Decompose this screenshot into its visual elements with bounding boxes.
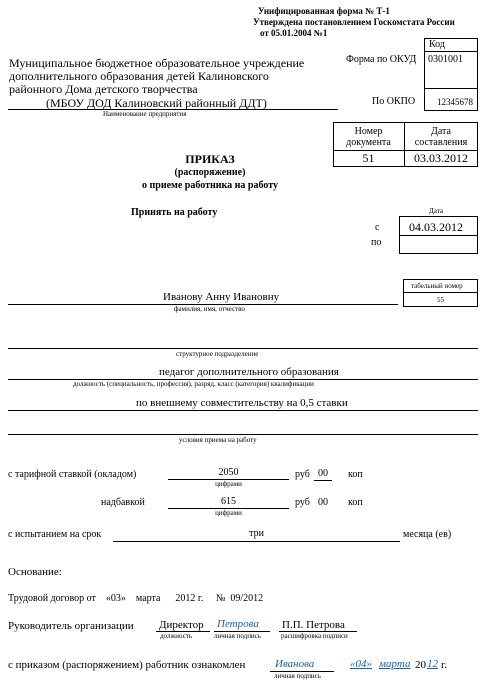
ack-day: «04» — [350, 658, 372, 670]
tabnum-label: табельный номер — [411, 282, 463, 290]
hire-label: Принять на работу — [131, 207, 218, 218]
title-line-2: (распоряжение) — [174, 167, 246, 178]
approved-date: от 05.01.2004 №1 — [260, 28, 328, 38]
head-name: П.П. Петрова — [282, 619, 345, 631]
ack-signature: Иванова — [275, 658, 315, 670]
probation-suffix: месяца (ев) — [403, 529, 452, 540]
tariff-value: 2050 — [218, 467, 239, 478]
doc-num-header-2: документа — [346, 137, 391, 148]
org-line-1: Муниципальное бюджетное образовательное учреждение — [9, 56, 305, 70]
head-label: Руководитель организации — [8, 620, 134, 632]
tariff-kop-value: 00 — [318, 468, 328, 479]
okud-label: Форма по ОКУД — [346, 54, 417, 65]
head-cap-position: должность — [160, 632, 193, 640]
name-caption: фамилия, имя, отчество — [174, 305, 245, 313]
okpo-value: 12345678 — [437, 97, 473, 107]
bonus-kop: коп — [348, 497, 363, 508]
ack-year-suffix: г. — [441, 659, 448, 671]
bonus-kop-value: 00 — [318, 497, 328, 508]
form-name: Унифицированная форма № Т-1 — [258, 6, 390, 16]
conditions-caption: условия приема на работу — [179, 436, 257, 444]
dept-caption: структурное подразделение — [176, 350, 259, 358]
head-cap-signature: личная подпись — [214, 632, 261, 640]
probation-value: три — [249, 528, 264, 539]
hire-date-label: Дата — [429, 207, 443, 215]
ack-label: с приказом (распоряжением) работник ознакомлен — [8, 659, 246, 671]
tariff-caption: цифрами — [215, 480, 242, 488]
doc-date-header-2: составления — [414, 137, 468, 148]
tariff-rub: руб — [295, 469, 310, 480]
okpo-label: По ОКПО — [372, 96, 416, 107]
approved-text: Утверждена постановлением Госкомстата России — [253, 17, 455, 27]
ack-year-prefix: 20 — [415, 659, 426, 671]
org-line-2: дополнительного образования детей Калиновского — [9, 69, 269, 83]
head-signature: Петрова — [217, 618, 259, 630]
bonus-value: 615 — [221, 496, 236, 507]
org-line-3: районного Дома детского творчества — [9, 82, 198, 96]
from-label: с — [375, 222, 380, 233]
to-label: по — [371, 237, 382, 248]
bonus-rub: руб — [295, 497, 310, 508]
ack-cap-signature: личная подпись — [274, 672, 321, 680]
title-line-3: о приеме работника на работу — [142, 180, 278, 191]
title-line-1: ПРИКАЗ — [185, 152, 235, 166]
bonus-label: надбавкой — [101, 497, 145, 508]
probation-label: с испытанием на срок — [8, 529, 102, 540]
tabnum-value: 55 — [437, 296, 444, 304]
bonus-caption: цифрами — [215, 509, 242, 517]
tariff-kop: коп — [348, 469, 363, 480]
head-position: Директор — [159, 619, 204, 631]
position-value: педагог дополнительного образования — [159, 366, 339, 378]
kod-label: Код — [429, 39, 445, 50]
tariff-label: с тарифной ставкой (окладом) — [8, 469, 137, 480]
position-caption: должность (специальность, профессия), разряд, класс (категория) квалификации — [73, 380, 314, 388]
ack-month: марта — [379, 658, 411, 670]
org-caption: Наименование предприятия — [103, 110, 187, 118]
from-value: 04.03.2012 — [409, 220, 463, 234]
doc-date-header-1: Дата — [431, 126, 451, 137]
ack-year: 12 — [427, 658, 438, 670]
employee-name: Иванову Анну Ивановну — [163, 291, 280, 303]
basis-label: Основание: — [8, 566, 62, 578]
conditions-value: по внешнему совместительству на 0,5 ставки — [136, 397, 348, 409]
org-line-4: (МБОУ ДОД Калиновский районный ДДТ) — [46, 96, 267, 110]
doc-num-value: 51 — [362, 151, 375, 165]
head-cap-name: расшифровка подписи — [281, 632, 348, 640]
okud-value: 0301001 — [428, 54, 463, 65]
doc-date-value: 03.03.2012 — [414, 151, 468, 165]
basis-text: Трудовой договор от «03» марта 2012 г. № 09/2012 — [8, 593, 264, 604]
doc-num-header-1: Номер — [354, 126, 383, 137]
